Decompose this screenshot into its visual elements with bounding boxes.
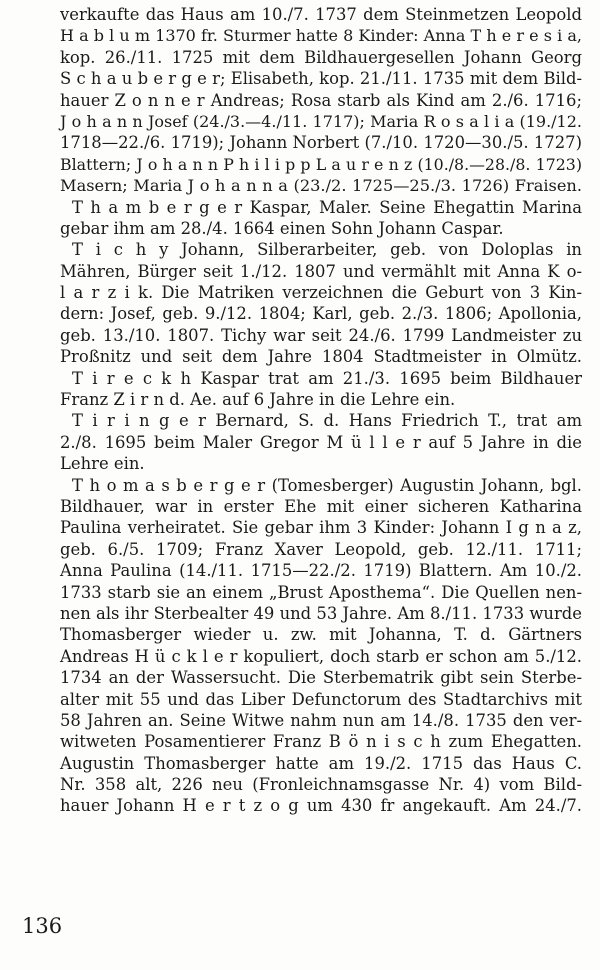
text-line: nen als ihr Sterbealter 49 und 53 Jahre. Am 8./11. 1733 wurde [60,603,582,623]
text-line: dern: Josef, geb. 9./12. 1804; Karl, geb. 2./3. 1806; Apollonia, [60,304,582,324]
text-line: Proßnitz und seit dem Jahre 1804 Stadtmeister in Olmütz. [60,347,582,367]
text-line: 58 Jahren an. Seine Witwe nahm nun am 14./8. 1735 den ver- [60,710,582,730]
text-line: Franz Z i r n d. Ae. auf 6 Jahre in die Lehre ein. [60,390,456,410]
text-line: Paulina verheiratet. Sie gebar ihm 3 Kinder: Johann I g n a z, [60,518,582,538]
text-line: Anna Paulina (14./11. 1715—22./2. 1719) Blattern. Am 10./2. [60,561,582,581]
text-line: 1718—22./6. 1719); Johann Norbert (7./10. 1720—30./5. 1727) [60,133,582,153]
text-line: verkaufte das Haus am 10./7. 1737 dem Steinmetzen Leopold [60,5,582,24]
text-line: kop. 26./11. 1725 mit dem Bildhauergesellen Johann Georg [60,47,582,67]
text-line: geb. 6./5. 1709; Franz Xaver Leopold, geb. 12./11. 1711; [60,539,582,559]
text-line: l a r z i k. Die Matriken verzeichnen die Geburt von 3 Kin- [60,283,582,303]
text-line: T h o m a s b e r g e r (Tomesberger) Augustin Johann, bgl. [72,475,582,495]
text-line: Bildhauer, war in erster Ehe mit einer sicheren Katharina [60,496,582,516]
text-line: 1733 starb sie an einem „Brust Aposthema“. Die Quellen nen- [60,582,582,602]
text-line: geb. 13./10. 1807. Tichy war seit 24./6. 1799 Landmeister zu [60,325,582,345]
text-line: Nr. 358 alt, 226 neu (Fronleichnamsgasse Nr. 4) vom Bild- [60,775,582,795]
text-line: alter mit 55 und das Liber Defunctorum des Stadtarchivs mit [60,689,582,709]
text-line: hauer Johann H e r t z o g um 430 fr angekauft. Am 24./7. [60,796,582,816]
text-line: 2./8. 1695 beim Maler Gregor M ü l l e r auf 5 Jahre in die [60,432,582,452]
text-line: Thomasberger wieder u. zw. mit Johanna, T. d. Gärtners [60,625,582,645]
text-line: T i r e c k h Kaspar trat am 21./3. 1695 beim Bildhauer [72,368,582,388]
text-line: T h a m b e r g e r Kaspar, Maler. Seine Ehegattin Marina [72,197,582,217]
text-line: witweten Posamentierer Franz B ö n i s c h zum Ehegatten. [60,732,582,752]
text-line: Lehre ein. [60,454,145,474]
text-line: hauer Z o n n e r Andreas; Rosa starb als Kind am 2./6. 1716; [60,90,582,110]
page-number: 136 [22,914,63,938]
text-line: Blattern; J o h a n n P h i l i p p L a u r e n z (10./8.—28./8. 1723) [60,154,582,174]
text-line: T i c h y Johann, Silberarbeiter, geb. von Doloplas in [72,240,582,260]
text-line: J o h a n n Josef (24./3.—4./11. 1717); Maria R o s a l i a (19./12. [60,111,582,131]
page-body-text [60,4,582,817]
text-line: Masern; Maria J o h a n n a (23./2. 1725—25./3. 1726) Fraisen. [60,176,582,196]
text-line: Mähren, Bürger seit 1./12. 1807 und vermählt mit Anna K o- [60,261,582,281]
text-line: H a b l u m 1370 fr. Sturmer hatte 8 Kinder: Anna T h e r e s i a, [60,26,582,46]
text-line: Andreas H ü c k l e r kopuliert, doch starb er schon am 5./12. [60,646,582,666]
text-line: S c h a u b e r g e r; Elisabeth, kop. 21./11. 1735 mit dem Bild- [60,69,582,89]
text-line: 1734 an der Wassersucht. Die Sterbematrik gibt sein Sterbe- [60,668,582,688]
text-line: gebar ihm am 28./4. 1664 einen Sohn Johann Caspar. [60,218,504,238]
text-line: Augustin Thomasberger hatte am 19./2. 1715 das Haus C. [60,753,582,773]
text-line: T i r i n g e r Bernard, S. d. Hans Friedrich T., trat am [72,411,582,431]
